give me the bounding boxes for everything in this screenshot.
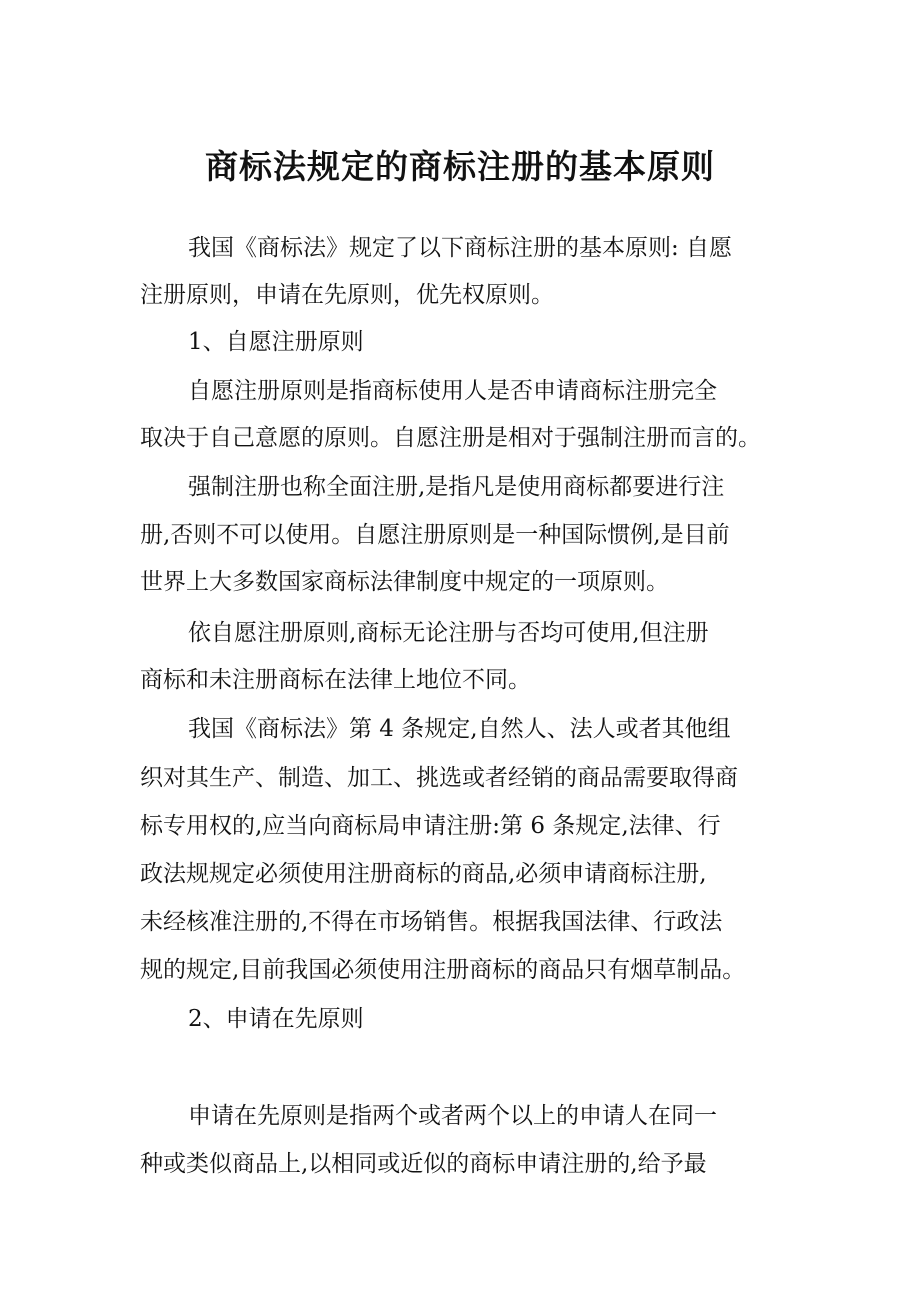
paragraph-line: 织对其生产、制造、加工、挑选或者经销的商品需要取得商 (140, 765, 738, 791)
paragraph-line: 申请在先原则是指两个或者两个以上的申请人在同一 (188, 1103, 717, 1129)
paragraph-line: 取决于自己意愿的原则。自愿注册是相对于强制注册而言的。 (140, 425, 761, 451)
section-heading: 2、申请在先原则 (188, 1006, 364, 1032)
paragraph-line: 标专用权的,应当向商标局申请注册:第 6 条规定,法律、行 (140, 813, 721, 839)
paragraph-line: 规的规定,目前我国必须使用注册商标的商品只有烟草制品。 (140, 957, 746, 983)
document-title: 商标法规定的商标注册的基本原则 (205, 147, 715, 186)
paragraph-line: 世界上大多数国家商标法律制度中规定的一项原则。 (140, 569, 669, 595)
paragraph-line: 我国《商标法》规定了以下商标注册的基本原则: 自愿 (188, 235, 733, 261)
section-heading: 1、自愿注册原则 (188, 329, 364, 355)
paragraph-line: 自愿注册原则是指商标使用人是否申请商标注册完全 (188, 378, 717, 404)
paragraph-line: 种或类似商品上,以相同或近似的商标申请注册的,给予最 (140, 1151, 707, 1177)
paragraph-line: 依自愿注册原则,商标无论注册与否均可使用,但注册 (188, 620, 709, 646)
paragraph-line: 注册原则，申请在先原则，优先权原则。 (140, 282, 554, 308)
paragraph-line: 未经核准注册的,不得在市场销售。根据我国法律、行政法 (140, 909, 723, 935)
paragraph-line: 商标和未注册商标在法律上地位不同。 (140, 667, 531, 693)
paragraph-line: 我国《商标法》第 4 条规定,自然人、法人或者其他组 (188, 716, 731, 742)
paragraph-line: 政法规规定必须使用注册商标的商品,必须申请商标注册, (140, 861, 707, 887)
paragraph-line: 册,否则不可以使用。自愿注册原则是一种国际惯例,是目前 (140, 522, 730, 548)
paragraph-line: 强制注册也称全面注册,是指凡是使用商标都要进行注 (188, 474, 725, 500)
